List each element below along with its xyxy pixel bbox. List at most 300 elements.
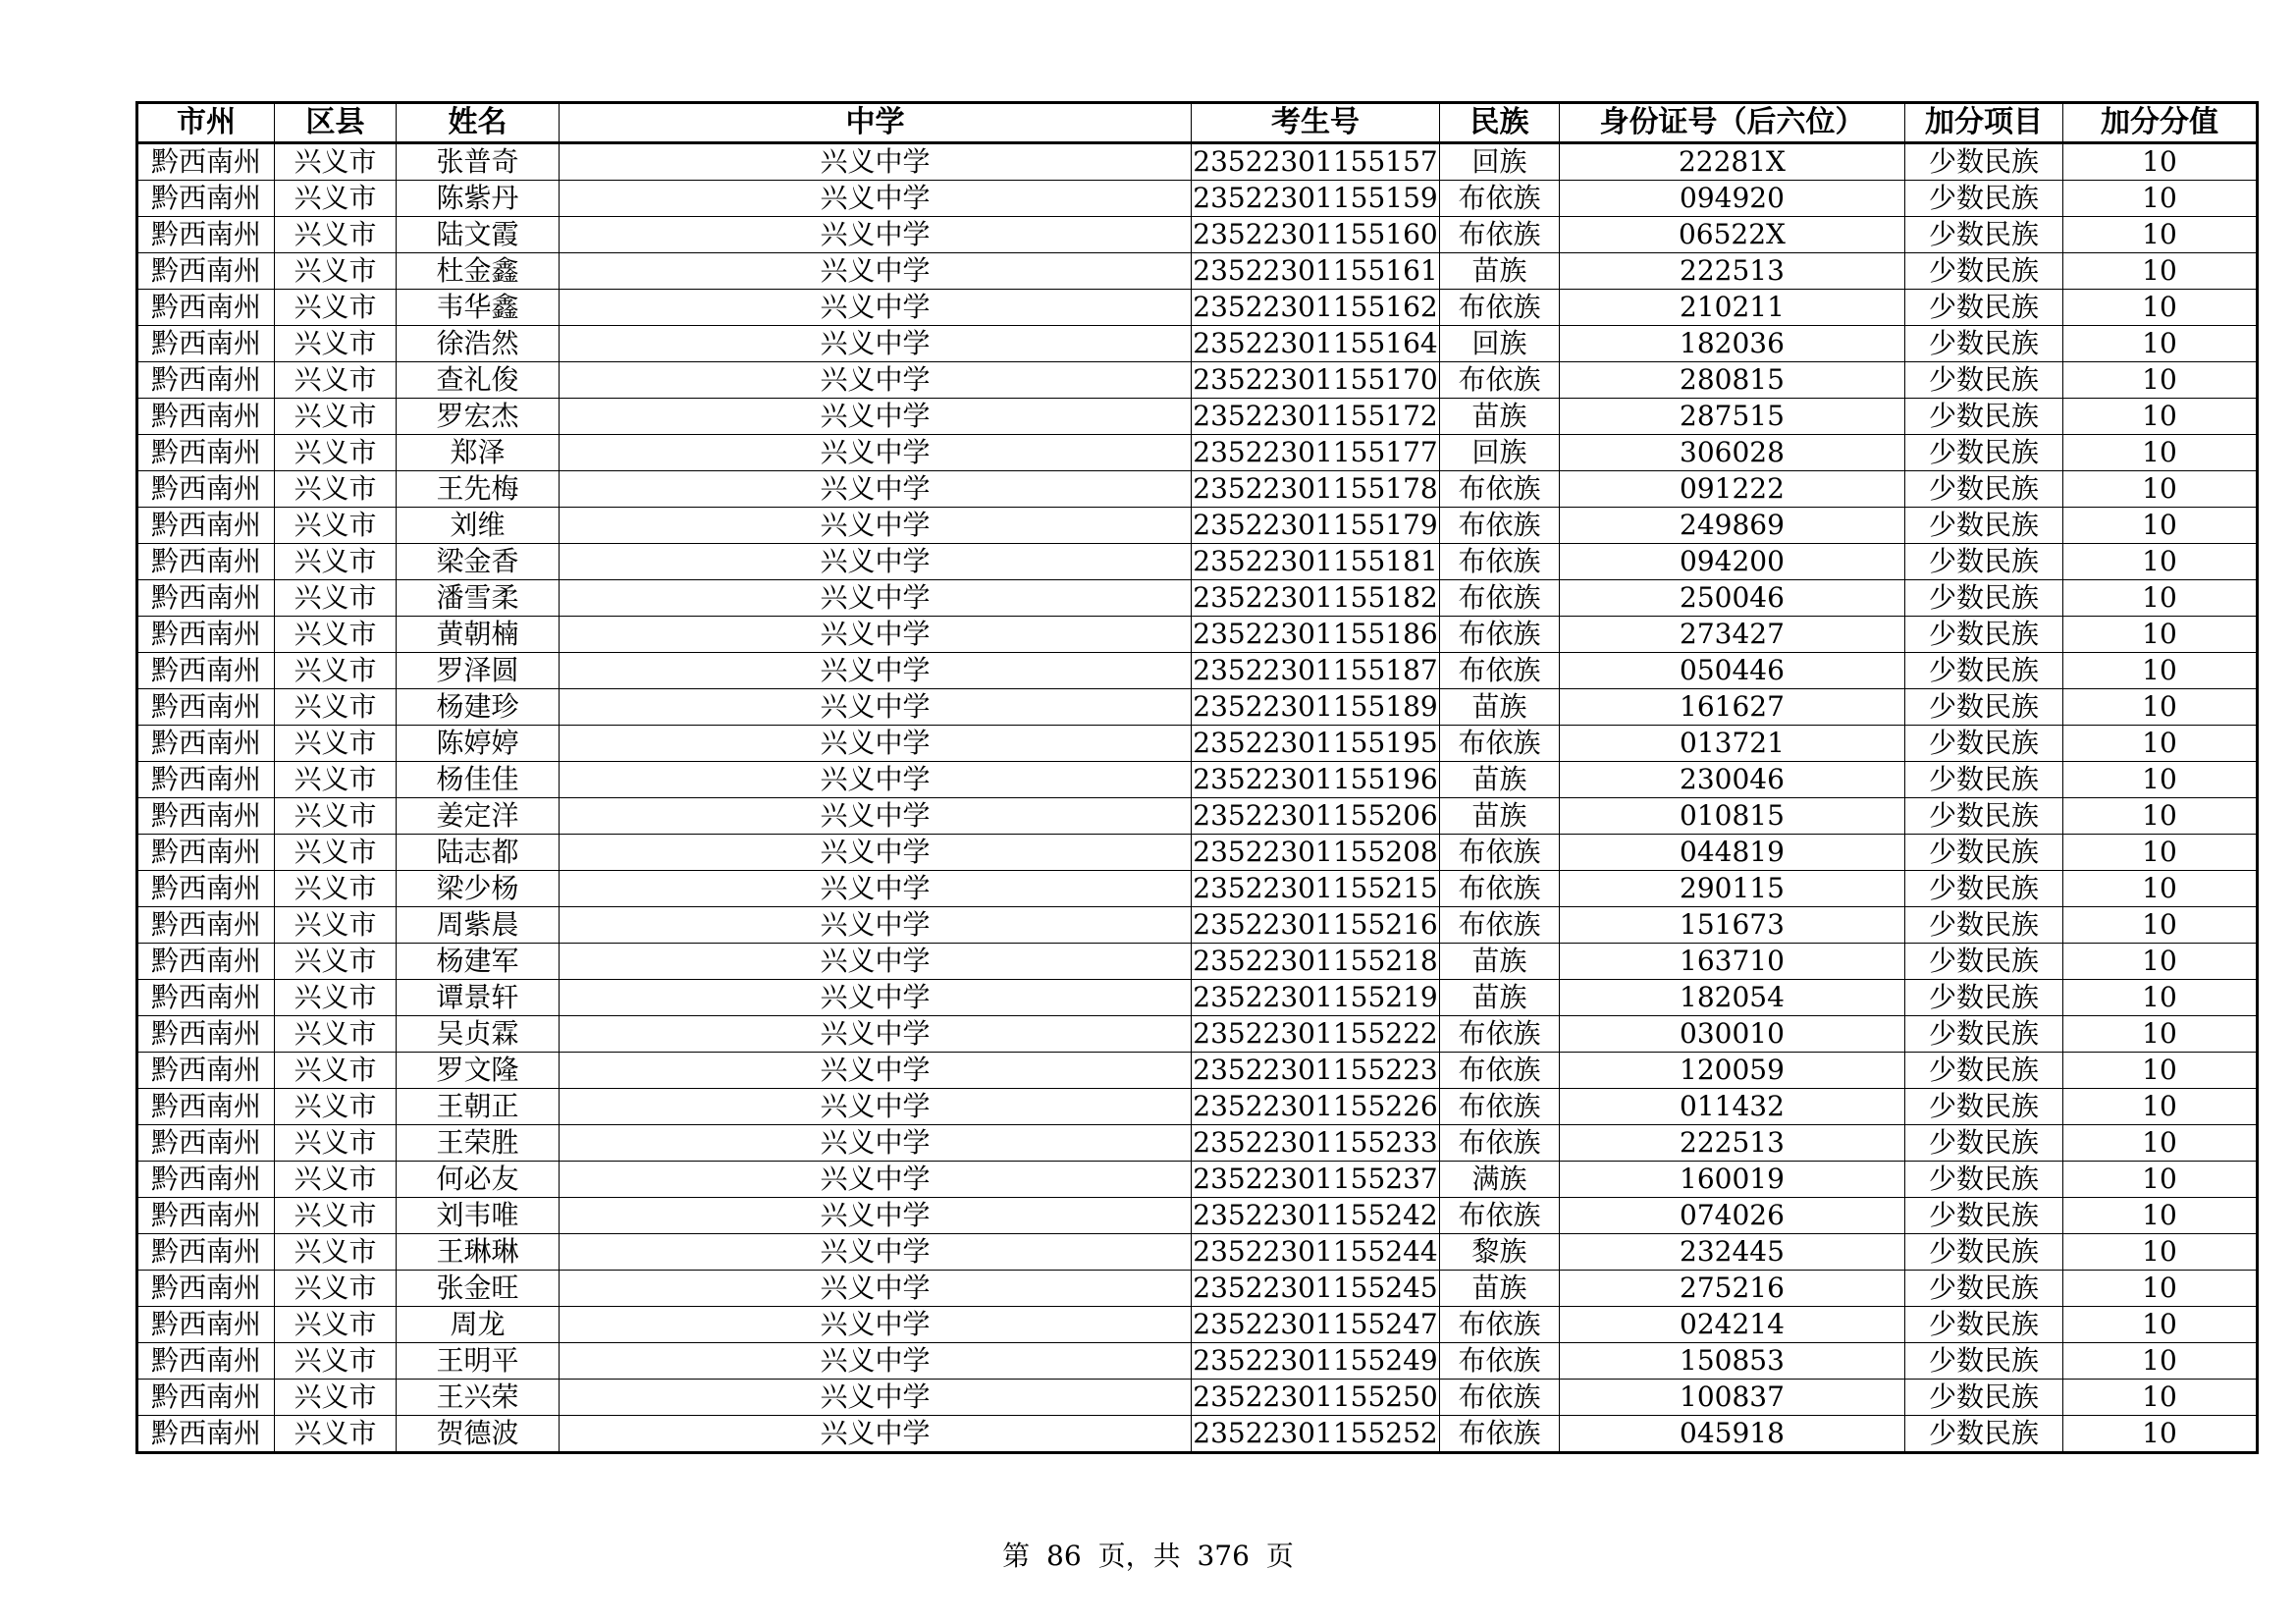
cell-id-last-six: 290115 <box>1560 871 1905 907</box>
table-row <box>137 835 2258 871</box>
cell-bonus-value: 10 <box>2063 217 2258 253</box>
cell-bonus-value: 10 <box>2063 181 2258 217</box>
cell-bonus-item: 少数民族 <box>1905 871 2063 907</box>
cell-id-last-six: 050446 <box>1560 653 1905 689</box>
cell-county: 兴义市 <box>275 181 397 217</box>
cell-school: 兴义中学 <box>560 798 1192 835</box>
cell-ethnicity: 苗族 <box>1440 689 1560 726</box>
cell-exam-number: 23522301155250 <box>1192 1380 1440 1416</box>
cell-city: 黔西南州 <box>137 944 275 980</box>
cell-ethnicity: 布依族 <box>1440 1198 1560 1234</box>
cell-city: 黔西南州 <box>137 544 275 580</box>
cell-name: 张普奇 <box>397 143 560 181</box>
header-row <box>137 103 2258 143</box>
cell-id-last-six: 100837 <box>1560 1380 1905 1416</box>
cell-bonus-value: 10 <box>2063 726 2258 762</box>
table-row <box>137 907 2258 944</box>
cell-ethnicity: 布依族 <box>1440 217 1560 253</box>
cell-county: 兴义市 <box>275 1307 397 1343</box>
table-row <box>137 143 2258 181</box>
cell-ethnicity: 布依族 <box>1440 508 1560 544</box>
cell-ethnicity: 布依族 <box>1440 1053 1560 1089</box>
cell-id-last-six: 160019 <box>1560 1162 1905 1198</box>
cell-school: 兴义中学 <box>560 871 1192 907</box>
cell-name: 吴贞霖 <box>397 1016 560 1053</box>
cell-school: 兴义中学 <box>560 689 1192 726</box>
cell-county: 兴义市 <box>275 399 397 435</box>
cell-bonus-item: 少数民族 <box>1905 907 2063 944</box>
cell-ethnicity: 布依族 <box>1440 544 1560 580</box>
cell-county: 兴义市 <box>275 726 397 762</box>
cell-ethnicity: 回族 <box>1440 143 1560 181</box>
cell-name: 罗宏杰 <box>397 399 560 435</box>
cell-school: 兴义中学 <box>560 617 1192 653</box>
table-row <box>137 181 2258 217</box>
header-exam-number: 考生号 <box>1192 103 1440 143</box>
cell-name: 杨佳佳 <box>397 762 560 798</box>
cell-id-last-six: 210211 <box>1560 290 1905 326</box>
cell-id-last-six: 182054 <box>1560 980 1905 1016</box>
cell-bonus-value: 10 <box>2063 143 2258 181</box>
table-row <box>137 471 2258 508</box>
cell-exam-number: 23522301155206 <box>1192 798 1440 835</box>
cell-school: 兴义中学 <box>560 181 1192 217</box>
cell-bonus-item: 少数民族 <box>1905 253 2063 290</box>
cell-bonus-value: 10 <box>2063 1234 2258 1271</box>
cell-city: 黔西南州 <box>137 1162 275 1198</box>
cell-bonus-value: 10 <box>2063 1198 2258 1234</box>
cell-bonus-value: 10 <box>2063 871 2258 907</box>
cell-ethnicity: 布依族 <box>1440 1343 1560 1380</box>
cell-id-last-six: 094200 <box>1560 544 1905 580</box>
cell-ethnicity: 布依族 <box>1440 1380 1560 1416</box>
cell-county: 兴义市 <box>275 362 397 399</box>
cell-city: 黔西南州 <box>137 1343 275 1380</box>
cell-bonus-value: 10 <box>2063 435 2258 471</box>
cell-bonus-item: 少数民族 <box>1905 399 2063 435</box>
cell-bonus-item: 少数民族 <box>1905 362 2063 399</box>
cell-school: 兴义中学 <box>560 980 1192 1016</box>
cell-county: 兴义市 <box>275 1016 397 1053</box>
cell-county: 兴义市 <box>275 1053 397 1089</box>
table-row <box>137 326 2258 362</box>
cell-bonus-value: 10 <box>2063 798 2258 835</box>
cell-exam-number: 23522301155208 <box>1192 835 1440 871</box>
cell-bonus-value: 10 <box>2063 762 2258 798</box>
cell-city: 黔西南州 <box>137 871 275 907</box>
cell-city: 黔西南州 <box>137 1016 275 1053</box>
cell-name: 罗文隆 <box>397 1053 560 1089</box>
cell-county: 兴义市 <box>275 1234 397 1271</box>
cell-city: 黔西南州 <box>137 435 275 471</box>
cell-school: 兴义中学 <box>560 435 1192 471</box>
cell-city: 黔西南州 <box>137 798 275 835</box>
cell-school: 兴义中学 <box>560 762 1192 798</box>
cell-bonus-value: 10 <box>2063 362 2258 399</box>
cell-bonus-item: 少数民族 <box>1905 1234 2063 1271</box>
cell-school: 兴义中学 <box>560 1271 1192 1307</box>
cell-name: 王先梅 <box>397 471 560 508</box>
cell-county: 兴义市 <box>275 326 397 362</box>
cell-county: 兴义市 <box>275 689 397 726</box>
cell-bonus-item: 少数民族 <box>1905 1089 2063 1125</box>
cell-school: 兴义中学 <box>560 1416 1192 1453</box>
cell-county: 兴义市 <box>275 907 397 944</box>
cell-county: 兴义市 <box>275 217 397 253</box>
cell-exam-number: 23522301155179 <box>1192 508 1440 544</box>
cell-name: 陆文霞 <box>397 217 560 253</box>
table-row <box>137 798 2258 835</box>
cell-bonus-item: 少数民族 <box>1905 762 2063 798</box>
cell-city: 黔西南州 <box>137 181 275 217</box>
cell-ethnicity: 苗族 <box>1440 944 1560 980</box>
cell-county: 兴义市 <box>275 653 397 689</box>
cell-bonus-item: 少数民族 <box>1905 1271 2063 1307</box>
cell-bonus-value: 10 <box>2063 1125 2258 1162</box>
cell-city: 黔西南州 <box>137 689 275 726</box>
cell-id-last-six: 074026 <box>1560 1198 1905 1234</box>
cell-bonus-value: 10 <box>2063 1016 2258 1053</box>
cell-school: 兴义中学 <box>560 143 1192 181</box>
table-body <box>137 143 2258 1453</box>
cell-bonus-item: 少数民族 <box>1905 326 2063 362</box>
cell-school: 兴义中学 <box>560 1125 1192 1162</box>
cell-city: 黔西南州 <box>137 290 275 326</box>
cell-county: 兴义市 <box>275 617 397 653</box>
cell-bonus-value: 10 <box>2063 544 2258 580</box>
table-row <box>137 1053 2258 1089</box>
cell-name: 刘韦唯 <box>397 1198 560 1234</box>
cell-bonus-item: 少数民族 <box>1905 580 2063 617</box>
cell-exam-number: 23522301155160 <box>1192 217 1440 253</box>
cell-school: 兴义中学 <box>560 399 1192 435</box>
cell-ethnicity: 黎族 <box>1440 1234 1560 1271</box>
cell-school: 兴义中学 <box>560 1343 1192 1380</box>
cell-city: 黔西南州 <box>137 1271 275 1307</box>
cell-name: 姜定洋 <box>397 798 560 835</box>
cell-bonus-value: 10 <box>2063 1343 2258 1380</box>
cell-ethnicity: 布依族 <box>1440 362 1560 399</box>
cell-id-last-six: 250046 <box>1560 580 1905 617</box>
table-row <box>137 1380 2258 1416</box>
table-row <box>137 435 2258 471</box>
cell-bonus-value: 10 <box>2063 1416 2258 1453</box>
cell-bonus-item: 少数民族 <box>1905 143 2063 181</box>
cell-exam-number: 23522301155182 <box>1192 580 1440 617</box>
cell-id-last-six: 275216 <box>1560 1271 1905 1307</box>
cell-ethnicity: 布依族 <box>1440 907 1560 944</box>
cell-school: 兴义中学 <box>560 944 1192 980</box>
cell-ethnicity: 布依族 <box>1440 1016 1560 1053</box>
cell-bonus-value: 10 <box>2063 1271 2258 1307</box>
cell-exam-number: 23522301155177 <box>1192 435 1440 471</box>
cell-bonus-item: 少数民族 <box>1905 944 2063 980</box>
cell-exam-number: 23522301155215 <box>1192 871 1440 907</box>
cell-county: 兴义市 <box>275 1198 397 1234</box>
cell-name: 罗泽圆 <box>397 653 560 689</box>
cell-bonus-item: 少数民族 <box>1905 1125 2063 1162</box>
cell-school: 兴义中学 <box>560 362 1192 399</box>
cell-name: 陈婷婷 <box>397 726 560 762</box>
table-row <box>137 508 2258 544</box>
cell-bonus-value: 10 <box>2063 653 2258 689</box>
cell-bonus-item: 少数民族 <box>1905 980 2063 1016</box>
cell-school: 兴义中学 <box>560 471 1192 508</box>
page-number-footer: 第 86 页，共 376 页 <box>1002 1540 1294 1572</box>
cell-bonus-item: 少数民族 <box>1905 617 2063 653</box>
cell-county: 兴义市 <box>275 835 397 871</box>
cell-exam-number: 23522301155237 <box>1192 1162 1440 1198</box>
cell-id-last-six: 013721 <box>1560 726 1905 762</box>
cell-city: 黔西南州 <box>137 362 275 399</box>
cell-city: 黔西南州 <box>137 726 275 762</box>
bonus-points-table <box>135 101 2259 1454</box>
cell-county: 兴义市 <box>275 1380 397 1416</box>
cell-ethnicity: 布依族 <box>1440 471 1560 508</box>
cell-id-last-six: 045918 <box>1560 1416 1905 1453</box>
cell-bonus-item: 少数民族 <box>1905 1198 2063 1234</box>
cell-exam-number: 23522301155189 <box>1192 689 1440 726</box>
table-row <box>137 1234 2258 1271</box>
cell-name: 何必友 <box>397 1162 560 1198</box>
cell-name: 刘维 <box>397 508 560 544</box>
table-row <box>137 217 2258 253</box>
cell-school: 兴义中学 <box>560 835 1192 871</box>
cell-id-last-six: 182036 <box>1560 326 1905 362</box>
cell-name: 杜金鑫 <box>397 253 560 290</box>
cell-id-last-six: 011432 <box>1560 1089 1905 1125</box>
cell-exam-number: 23522301155187 <box>1192 653 1440 689</box>
cell-bonus-item: 少数民族 <box>1905 544 2063 580</box>
cell-exam-number: 23522301155223 <box>1192 1053 1440 1089</box>
cell-city: 黔西南州 <box>137 471 275 508</box>
table-row <box>137 1198 2258 1234</box>
cell-id-last-six: 151673 <box>1560 907 1905 944</box>
cell-school: 兴义中学 <box>560 726 1192 762</box>
cell-bonus-item: 少数民族 <box>1905 290 2063 326</box>
table-row <box>137 871 2258 907</box>
cell-city: 黔西南州 <box>137 1089 275 1125</box>
cell-exam-number: 23522301155245 <box>1192 1271 1440 1307</box>
table-row <box>137 1125 2258 1162</box>
cell-bonus-value: 10 <box>2063 253 2258 290</box>
cell-county: 兴义市 <box>275 798 397 835</box>
header-county: 区县 <box>275 103 397 143</box>
cell-name: 查礼俊 <box>397 362 560 399</box>
cell-exam-number: 23522301155161 <box>1192 253 1440 290</box>
cell-ethnicity: 苗族 <box>1440 798 1560 835</box>
cell-bonus-item: 少数民族 <box>1905 1053 2063 1089</box>
cell-ethnicity: 回族 <box>1440 435 1560 471</box>
cell-county: 兴义市 <box>275 580 397 617</box>
table-row <box>137 1089 2258 1125</box>
table-row <box>137 1416 2258 1453</box>
cell-school: 兴义中学 <box>560 1089 1192 1125</box>
cell-id-last-six: 273427 <box>1560 617 1905 653</box>
table-row <box>137 944 2258 980</box>
cell-id-last-six: 280815 <box>1560 362 1905 399</box>
cell-city: 黔西南州 <box>137 217 275 253</box>
cell-county: 兴义市 <box>275 290 397 326</box>
cell-id-last-six: 091222 <box>1560 471 1905 508</box>
cell-bonus-value: 10 <box>2063 1089 2258 1125</box>
cell-school: 兴义中学 <box>560 653 1192 689</box>
cell-exam-number: 23522301155196 <box>1192 762 1440 798</box>
cell-city: 黔西南州 <box>137 835 275 871</box>
cell-ethnicity: 布依族 <box>1440 871 1560 907</box>
cell-city: 黔西南州 <box>137 1307 275 1343</box>
cell-school: 兴义中学 <box>560 580 1192 617</box>
cell-name: 周龙 <box>397 1307 560 1343</box>
cell-school: 兴义中学 <box>560 1162 1192 1198</box>
cell-exam-number: 23522301155162 <box>1192 290 1440 326</box>
cell-bonus-value: 10 <box>2063 471 2258 508</box>
cell-exam-number: 23522301155233 <box>1192 1125 1440 1162</box>
cell-ethnicity: 布依族 <box>1440 726 1560 762</box>
table-header <box>137 103 2258 143</box>
cell-school: 兴义中学 <box>560 508 1192 544</box>
cell-id-last-six: 230046 <box>1560 762 1905 798</box>
cell-exam-number: 23522301155159 <box>1192 181 1440 217</box>
cell-ethnicity: 苗族 <box>1440 253 1560 290</box>
cell-city: 黔西南州 <box>137 617 275 653</box>
cell-name: 王兴荣 <box>397 1380 560 1416</box>
cell-school: 兴义中学 <box>560 1016 1192 1053</box>
cell-exam-number: 23522301155195 <box>1192 726 1440 762</box>
cell-school: 兴义中学 <box>560 326 1192 362</box>
cell-exam-number: 23522301155226 <box>1192 1089 1440 1125</box>
cell-name: 杨建军 <box>397 944 560 980</box>
cell-name: 贺德波 <box>397 1416 560 1453</box>
cell-name: 杨建珍 <box>397 689 560 726</box>
cell-city: 黔西南州 <box>137 580 275 617</box>
cell-name: 梁少杨 <box>397 871 560 907</box>
cell-school: 兴义中学 <box>560 1380 1192 1416</box>
cell-ethnicity: 布依族 <box>1440 1307 1560 1343</box>
cell-bonus-item: 少数民族 <box>1905 835 2063 871</box>
table-row <box>137 617 2258 653</box>
table-row <box>137 253 2258 290</box>
cell-id-last-six: 222513 <box>1560 253 1905 290</box>
cell-county: 兴义市 <box>275 435 397 471</box>
cell-name: 陆志都 <box>397 835 560 871</box>
cell-id-last-six: 161627 <box>1560 689 1905 726</box>
table-row <box>137 544 2258 580</box>
cell-county: 兴义市 <box>275 871 397 907</box>
cell-id-last-six: 010815 <box>1560 798 1905 835</box>
header-id-last-six: 身份证号（后六位） <box>1560 103 1905 143</box>
cell-school: 兴义中学 <box>560 907 1192 944</box>
cell-id-last-six: 232445 <box>1560 1234 1905 1271</box>
cell-bonus-value: 10 <box>2063 980 2258 1016</box>
cell-county: 兴义市 <box>275 143 397 181</box>
cell-exam-number: 23522301155218 <box>1192 944 1440 980</box>
header-school: 中学 <box>560 103 1192 143</box>
cell-ethnicity: 布依族 <box>1440 580 1560 617</box>
cell-exam-number: 23522301155181 <box>1192 544 1440 580</box>
table-row <box>137 1016 2258 1053</box>
cell-school: 兴义中学 <box>560 1053 1192 1089</box>
cell-bonus-value: 10 <box>2063 1053 2258 1089</box>
table-row <box>137 689 2258 726</box>
table-row <box>137 1307 2258 1343</box>
cell-ethnicity: 苗族 <box>1440 1271 1560 1307</box>
cell-bonus-item: 少数民族 <box>1905 1380 2063 1416</box>
cell-name: 谭景轩 <box>397 980 560 1016</box>
cell-bonus-item: 少数民族 <box>1905 653 2063 689</box>
cell-ethnicity: 满族 <box>1440 1162 1560 1198</box>
cell-name: 王明平 <box>397 1343 560 1380</box>
cell-ethnicity: 苗族 <box>1440 980 1560 1016</box>
cell-city: 黔西南州 <box>137 253 275 290</box>
cell-exam-number: 23522301155170 <box>1192 362 1440 399</box>
cell-city: 黔西南州 <box>137 980 275 1016</box>
cell-bonus-value: 10 <box>2063 290 2258 326</box>
cell-bonus-value: 10 <box>2063 617 2258 653</box>
cell-name: 郑泽 <box>397 435 560 471</box>
cell-bonus-value: 10 <box>2063 1162 2258 1198</box>
cell-ethnicity: 布依族 <box>1440 835 1560 871</box>
cell-city: 黔西南州 <box>137 399 275 435</box>
cell-name: 王荣胜 <box>397 1125 560 1162</box>
cell-bonus-item: 少数民族 <box>1905 689 2063 726</box>
cell-city: 黔西南州 <box>137 1125 275 1162</box>
cell-school: 兴义中学 <box>560 1234 1192 1271</box>
cell-county: 兴义市 <box>275 944 397 980</box>
cell-ethnicity: 布依族 <box>1440 1125 1560 1162</box>
cell-school: 兴义中学 <box>560 1198 1192 1234</box>
cell-city: 黔西南州 <box>137 326 275 362</box>
cell-school: 兴义中学 <box>560 253 1192 290</box>
cell-name: 潘雪柔 <box>397 580 560 617</box>
cell-ethnicity: 回族 <box>1440 326 1560 362</box>
header-city: 市州 <box>137 103 275 143</box>
cell-bonus-item: 少数民族 <box>1905 471 2063 508</box>
cell-county: 兴义市 <box>275 1162 397 1198</box>
cell-city: 黔西南州 <box>137 907 275 944</box>
cell-city: 黔西南州 <box>137 508 275 544</box>
cell-city: 黔西南州 <box>137 1380 275 1416</box>
cell-bonus-value: 10 <box>2063 689 2258 726</box>
table-row <box>137 290 2258 326</box>
cell-county: 兴义市 <box>275 762 397 798</box>
cell-id-last-six: 030010 <box>1560 1016 1905 1053</box>
cell-bonus-value: 10 <box>2063 835 2258 871</box>
cell-id-last-six: 306028 <box>1560 435 1905 471</box>
cell-school: 兴义中学 <box>560 217 1192 253</box>
cell-bonus-item: 少数民族 <box>1905 1343 2063 1380</box>
cell-exam-number: 23522301155244 <box>1192 1234 1440 1271</box>
cell-exam-number: 23522301155242 <box>1192 1198 1440 1234</box>
cell-ethnicity: 苗族 <box>1440 399 1560 435</box>
header-bonus-value: 加分分值 <box>2063 103 2258 143</box>
cell-bonus-value: 10 <box>2063 508 2258 544</box>
cell-bonus-value: 10 <box>2063 580 2258 617</box>
cell-exam-number: 23522301155172 <box>1192 399 1440 435</box>
table-row <box>137 762 2258 798</box>
table-row <box>137 726 2258 762</box>
cell-county: 兴义市 <box>275 1125 397 1162</box>
cell-id-last-six: 024214 <box>1560 1307 1905 1343</box>
cell-city: 黔西南州 <box>137 1053 275 1089</box>
table-row <box>137 580 2258 617</box>
cell-id-last-six: 249869 <box>1560 508 1905 544</box>
cell-bonus-item: 少数民族 <box>1905 798 2063 835</box>
cell-bonus-item: 少数民族 <box>1905 1016 2063 1053</box>
cell-county: 兴义市 <box>275 980 397 1016</box>
table-row <box>137 653 2258 689</box>
cell-exam-number: 23522301155216 <box>1192 907 1440 944</box>
